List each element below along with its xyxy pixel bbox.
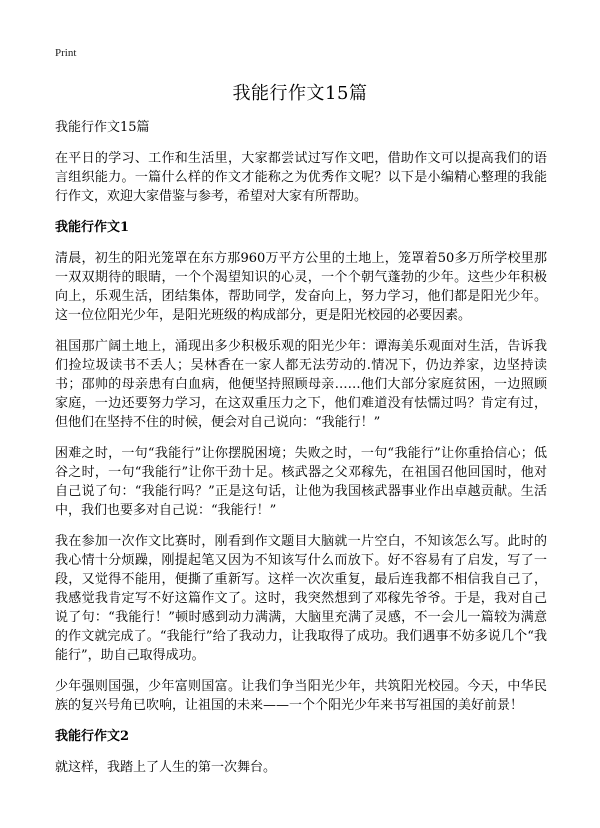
document-body [55, 118, 547, 789]
section-heading-1: 我能行作文1 [55, 220, 130, 235]
section-1-paragraph-1: 清晨，初生的阳光笼罩在东方那960万平方公里的土地上，笼罩着50多万所学校里那一双双期待的眼睛，一个个渴望知识的心灵，一个个朝气蓬勃的少年。这些少年积极向上，乐观生活，团结集体，帮助同学，发奋向上，努力学习，他们都是阳光少年。这一位位阳光少年，是阳光班级的构成部分，更是阳光校园的必要因素。 [55, 251, 547, 323]
section-2-paragraph-1: 就这样，我踏上了人生的第一次舞台。 [55, 760, 277, 775]
section-heading-2: 我能行作文2 [55, 729, 130, 744]
section-1-paragraph-5: 少年强则国强，少年富则国富。让我们争当阳光少年，共筑阳光校园。今天，中华民族的复兴号角已吹响，让祖国的未来——一个个阳光少年来书写祖国的美好前景！ [55, 679, 547, 713]
print-label: Print [55, 47, 77, 59]
section-1-paragraph-2: 祖国那广阔土地上，涌现出多少积极乐观的阳光少年：谭海美乐观面对生活，告诉我们捡垃圾读书不丢人；吴林香在一家人都无法劳动的.情况下，仍边养家，边坚持读书；邵帅的母亲患有白血病，他便坚持照顾母亲……他们大部分家庭贫困，一边照顾家庭，一边还要努力学习，在这双重压力之下，他们难道没有怯懦过吗？肯定有过，但他们在坚持不住的时候，便会对自己说向：“我能行！” [55, 339, 547, 430]
page-title: 我能行作文15篇 [232, 83, 368, 104]
intro-paragraph: 在平日的学习、工作和生活里，大家都尝试过写作文吧，借助作文可以提高我们的语言组织能力。一篇什么样的作文才能称之为优秀作文呢？以下是小编精心整理的我能行作文，欢迎大家借鉴与参考，希望对大家有所帮助。 [55, 151, 547, 204]
section-1-paragraph-4: 我在参加一次作文比赛时，刚看到作文题目大脑就一片空白，不知该怎么写。此时的我心情十分烦躁，刚提起笔又因为不知该写什么而放下。好不容易有了启发，写了一段，又觉得不能用，便撕了重新写。这样一次次重复，最后连我都不相信我自己了，我感觉我肯定写不好这篇作文了。这时，我突然想到了邓稼先爷爷。于是，我对自己说了句：“我能行！”顿时感到动力满满，大脑里充满了灵感，不一会儿一篇较为满意的作文就完成了。“我能行”给了我动力，让我取得了成功。我们遇事不妨多说几个“我能行”，助自己取得成功。 [55, 534, 547, 663]
section-1-paragraph-3: 困难之时，一句“我能行”让你摆脱困境；失败之时，一句“我能行”让你重拾信心；低谷之时，一句“我能行”让你干劲十足。核武器之父邓稼先，在祖国召他回国时，他对自己说了句：“我能行吗？”正是这句话，让他为我国核武器事业作出卓越贡献。生活中，我们也要多对自己说：“我能行！” [55, 446, 547, 518]
document-subtitle: 我能行作文15篇 [55, 120, 150, 135]
